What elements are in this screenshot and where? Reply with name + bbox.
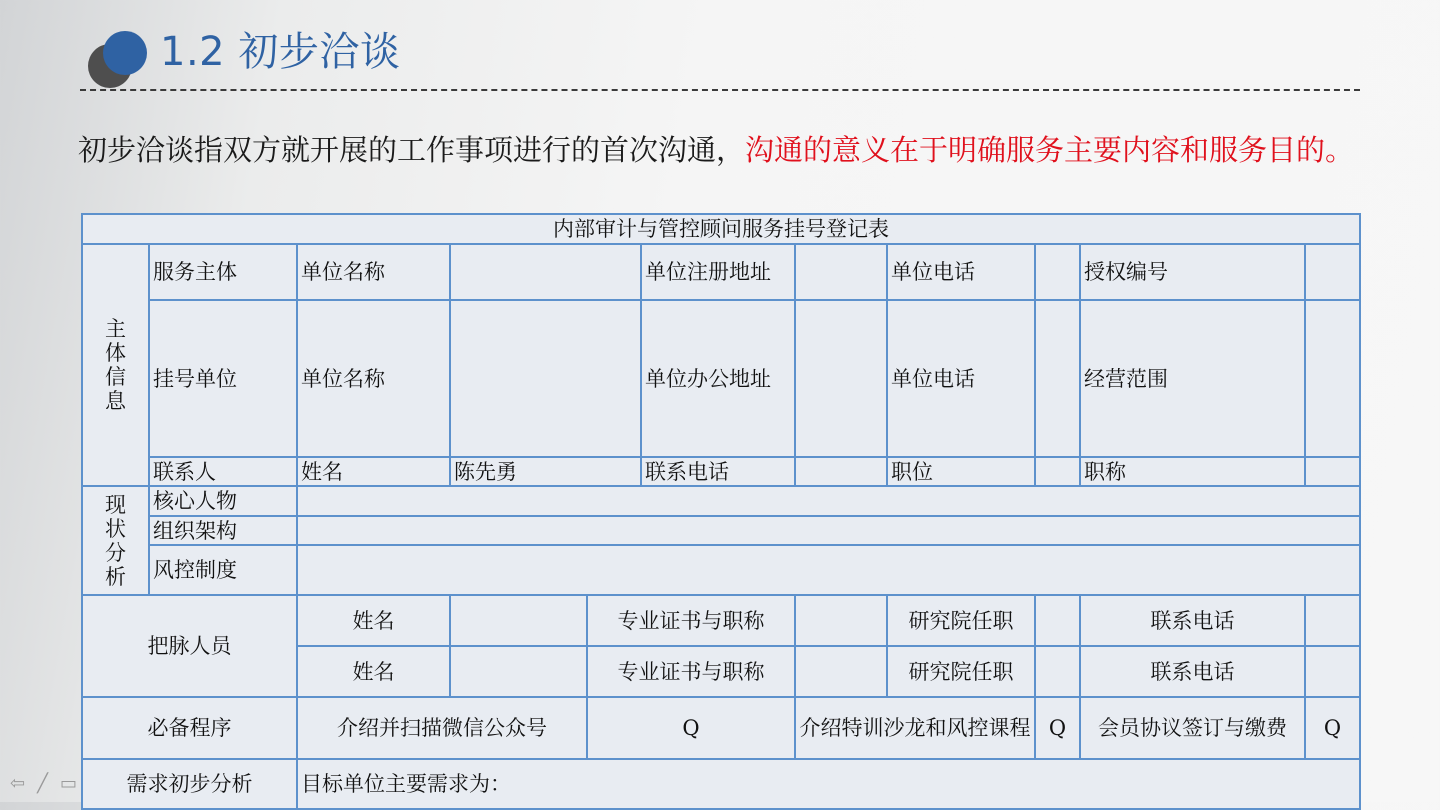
field-label-auth-number: 授权编号: [1080, 244, 1305, 300]
field-value-org-structure[interactable]: [297, 516, 1360, 545]
field-value-registered-address[interactable]: [795, 244, 887, 300]
procedure-check-wechat[interactable]: Q: [587, 697, 795, 759]
field-label-name: 姓名: [297, 457, 450, 486]
intro-text: 初步洽谈指双方就开展的工作事项进行的首次沟通，: [78, 133, 746, 167]
field-value-unit-phone[interactable]: [1035, 244, 1080, 300]
field-label-staff-phone-1: 联系电话: [1080, 595, 1305, 646]
field-value-unit-phone-2[interactable]: [1035, 300, 1080, 457]
field-value-unit-name[interactable]: [450, 244, 641, 300]
field-label-unit-name-2: 单位名称: [297, 300, 450, 457]
procedure-check-salon[interactable]: Q: [1035, 697, 1080, 759]
field-value-staff-phone-1[interactable]: [1305, 595, 1360, 646]
slide-nav: [10, 773, 89, 794]
row-label-register: 挂号单位: [149, 300, 297, 457]
table-caption: 内部审计与管控顾问服务挂号登记表: [82, 214, 1360, 244]
intro-paragraph: [78, 131, 1358, 169]
field-value-staff-phone-2[interactable]: [1305, 646, 1360, 697]
field-value-post-1[interactable]: [1035, 595, 1080, 646]
row-label-procedure: 必备程序: [82, 697, 297, 759]
field-label-contact-phone: 联系电话: [641, 457, 795, 486]
procedure-step-salon: 介绍特训沙龙和风控课程: [795, 697, 1035, 759]
field-value-risk-control[interactable]: [297, 545, 1360, 595]
field-value-needs[interactable]: 目标单位主要需求为：: [297, 759, 1360, 809]
row-label-risk-control: 风控制度: [149, 545, 297, 595]
field-value-staff-name-2[interactable]: [450, 646, 587, 697]
field-label-staff-name-2: 姓名: [297, 646, 450, 697]
registration-table: [81, 213, 1361, 810]
field-value-staff-name-1[interactable]: [450, 595, 587, 646]
row-label-contact: 联系人: [149, 457, 297, 486]
title-bullet-blue: [103, 31, 147, 75]
field-label-unit-phone-2: 单位电话: [887, 300, 1035, 457]
procedure-step-wechat: 介绍并扫描微信公众号: [297, 697, 587, 759]
field-label-post-1: 研究院任职: [887, 595, 1035, 646]
title-divider: [80, 89, 1360, 91]
row-label-service: 服务主体: [149, 244, 297, 300]
field-label-office-address: 单位办公地址: [641, 300, 795, 457]
field-label-business-scope: 经营范围: [1080, 300, 1305, 457]
field-value-unit-name-2[interactable]: [450, 300, 641, 457]
field-label-staff-phone-2: 联系电话: [1080, 646, 1305, 697]
group-subject-info: 主 体 信 息: [82, 244, 149, 486]
field-value-contact-name[interactable]: 陈先勇: [450, 457, 641, 486]
group-status-analysis: 现 状 分 析: [82, 486, 149, 595]
field-label-post-2: 研究院任职: [887, 646, 1035, 697]
procedure-step-membership: 会员协议签订与缴费: [1080, 697, 1305, 759]
intro-highlight: 沟通的意义在于明确服务主要内容和服务目的。: [745, 133, 1355, 167]
field-value-auth-number[interactable]: [1305, 244, 1360, 300]
field-value-business-scope[interactable]: [1305, 300, 1360, 457]
row-label-core-people: 核心人物: [149, 486, 297, 516]
procedure-check-membership[interactable]: Q: [1305, 697, 1360, 759]
field-label-cert-2: 专业证书与职称: [587, 646, 795, 697]
field-label-position: 职位: [887, 457, 1035, 486]
field-value-cert-1[interactable]: [795, 595, 887, 646]
field-value-contact-phone[interactable]: [795, 457, 887, 486]
field-label-unit-name: 单位名称: [297, 244, 450, 300]
menu-icon[interactable]: ▭: [59, 773, 77, 794]
field-value-post-2[interactable]: [1035, 646, 1080, 697]
field-label-registered-address: 单位注册地址: [641, 244, 795, 300]
row-label-needs: 需求初步分析: [82, 759, 297, 809]
field-label-title: 职称: [1080, 457, 1305, 486]
field-label-unit-phone: 单位电话: [887, 244, 1035, 300]
row-label-org-structure: 组织架构: [149, 516, 297, 545]
field-value-office-address[interactable]: [795, 300, 887, 457]
field-value-title[interactable]: [1305, 457, 1360, 486]
field-value-cert-2[interactable]: [795, 646, 887, 697]
prev-arrow-icon[interactable]: ⇦: [10, 773, 26, 794]
field-label-staff-name-1: 姓名: [297, 595, 450, 646]
slide-title: 1.2 初步洽谈: [160, 29, 401, 75]
field-value-core-people[interactable]: [297, 486, 1360, 516]
row-label-pulse-staff: 把脉人员: [82, 595, 297, 697]
pen-icon[interactable]: ╱: [37, 773, 48, 794]
field-label-cert-1: 专业证书与职称: [587, 595, 795, 646]
field-value-position[interactable]: [1035, 457, 1080, 486]
